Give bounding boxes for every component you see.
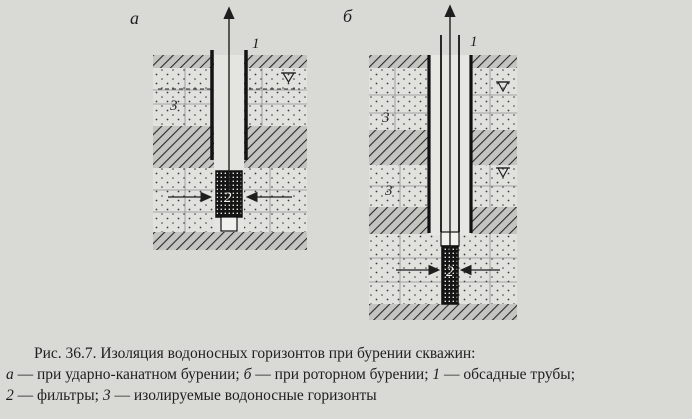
legend-text-a: — при ударно-канатном бурении; xyxy=(13,366,244,383)
legend-text-1: — обсадные трубы; xyxy=(440,366,576,383)
legend-text-b: — при роторном бурении; xyxy=(251,366,433,383)
caption-legend-line-1 xyxy=(6,364,690,385)
legend-key-a: а xyxy=(6,366,14,383)
legend-key-3: 3 xyxy=(102,387,111,404)
panel-b xyxy=(343,6,517,320)
legend-text-3: — изолируемые водоносные горизонты xyxy=(110,387,377,404)
caption-title: Рис. 36.7. Изоляция водоносных горизонтов при бурении скважин: xyxy=(34,345,476,362)
legend-key-b: б xyxy=(243,366,252,383)
callout-filter-a: 2 xyxy=(224,190,232,206)
legend-key-2: 2 xyxy=(6,387,14,404)
clay-layer-bottom xyxy=(153,232,307,250)
callout-filter-b: 2 xyxy=(446,264,454,280)
callout-horizon-a: 3 xyxy=(170,98,178,114)
panel-b-label: б xyxy=(343,6,353,26)
caption-legend-line-2 xyxy=(6,385,690,406)
legend-text-2: — фильтры; xyxy=(13,387,103,404)
callout-horizon-upper-b: 3 xyxy=(382,110,390,126)
legend-key-1: 1 xyxy=(432,366,441,383)
callout-casing-a: 1 xyxy=(252,36,260,52)
panel-a-label: а xyxy=(130,8,139,28)
callout-casing-b: 1 xyxy=(470,34,478,50)
panel-a xyxy=(130,8,307,250)
callout-horizon-lower-b: 3 xyxy=(385,183,393,199)
figure-caption xyxy=(6,343,690,406)
clay-layer-bottom-b xyxy=(369,304,517,320)
